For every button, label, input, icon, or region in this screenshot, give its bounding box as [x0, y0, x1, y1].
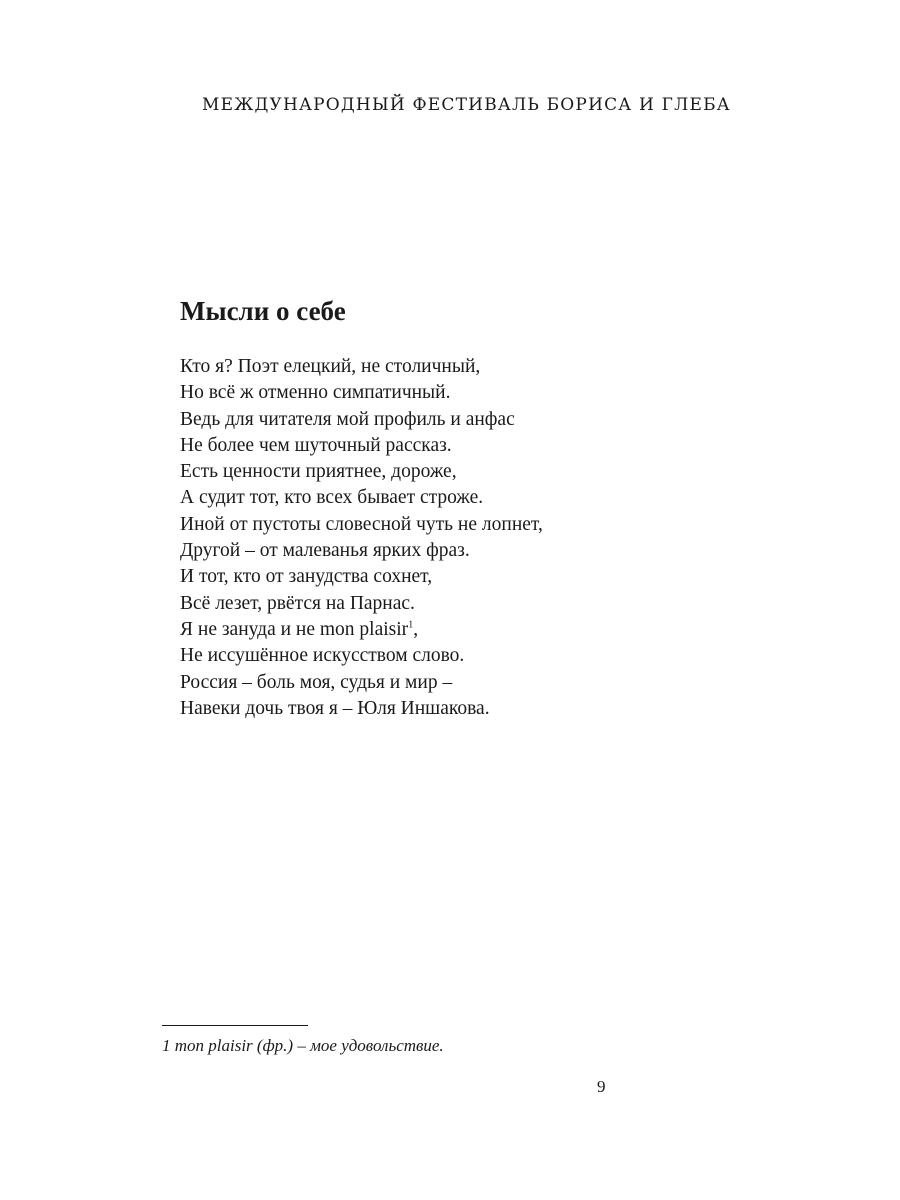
- poem-line: Но всё ж отменно симпатичный.: [180, 382, 451, 404]
- poem-line: Всё лезет, рвётся на Парнас.: [180, 592, 415, 614]
- poem-body: [180, 354, 543, 722]
- running-header: МЕЖДУНАРОДНЫЙ ФЕСТИВАЛЬ БОРИСА И ГЛЕБА: [202, 95, 731, 115]
- poem-line: Есть ценности приятнее, дороже,: [180, 461, 457, 483]
- poem-title: Мысли о себе: [180, 296, 346, 326]
- poem-line: Иной от пустоты словесной чуть не лопнет,: [180, 513, 543, 535]
- poem-line: Ведь для читателя мой профиль и анфас: [180, 408, 515, 430]
- poem-line: Не более чем шуточный рассказ.: [180, 434, 452, 456]
- poem-line: А судит тот, кто всех бывает строже.: [180, 487, 484, 509]
- page-number: 9: [597, 1077, 606, 1096]
- poem-line: [180, 617, 543, 643]
- poem-line: Не иссушённое искусством слово.: [180, 645, 465, 667]
- poem-line: Россия – боль моя, судья и мир –: [180, 671, 453, 693]
- poem-line: Кто я? Поэт елецкий, не столичный,: [180, 356, 481, 377]
- poem-line: Другой – от малеванья ярких фраз.: [180, 540, 470, 562]
- poem-line-text: Я не зануда и не mon plaisir: [180, 618, 409, 640]
- poem-line-punctuation: ,: [413, 618, 419, 640]
- footnote-marker: 1: [408, 619, 414, 631]
- footnote: 1 mon plaisir (фр.) – мое удовольствие.: [162, 1036, 444, 1055]
- poem-line: Навеки дочь твоя я – Юля Иншакова.: [180, 697, 490, 719]
- poem-line: И тот, кто от занудства сохнет,: [180, 566, 433, 588]
- footnote-divider: [162, 1025, 308, 1026]
